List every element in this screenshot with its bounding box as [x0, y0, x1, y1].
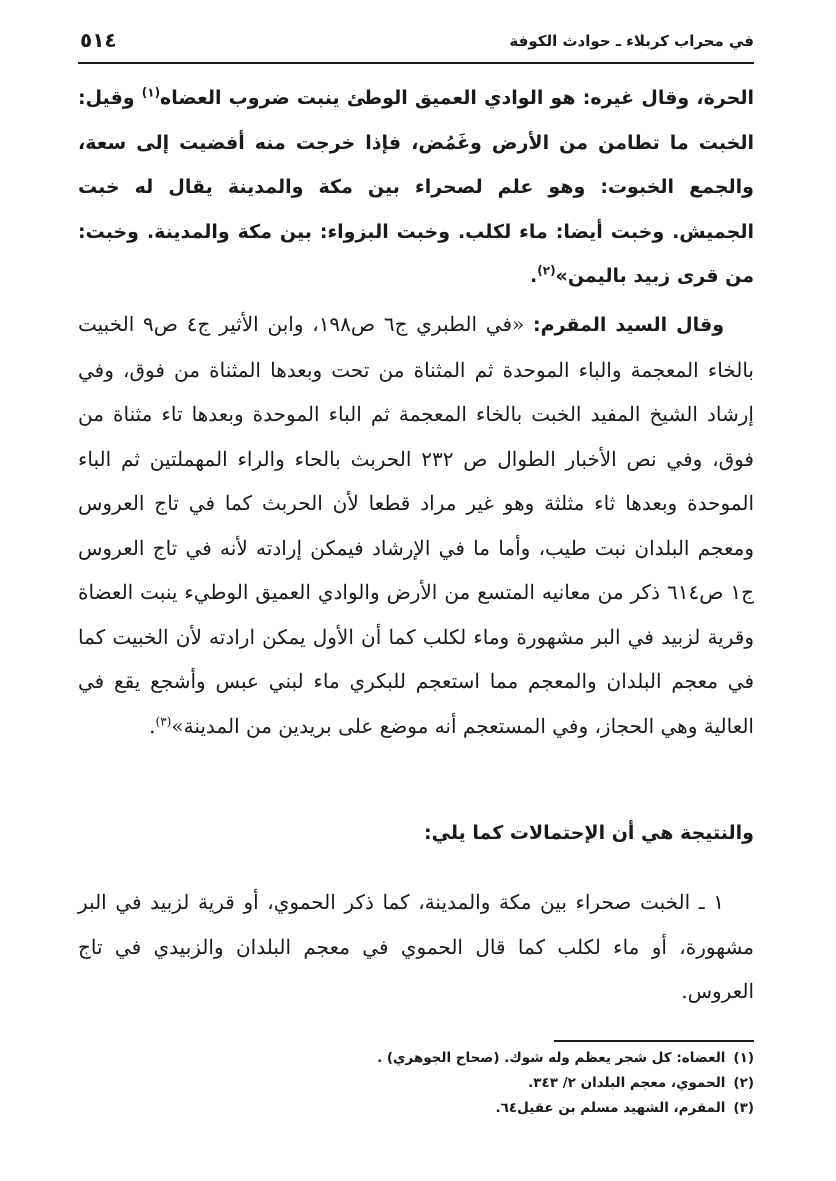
paragraph-2-end: .: [149, 713, 156, 738]
paragraph-1-end: .: [530, 265, 538, 287]
footnote-number: (٣): [733, 1100, 754, 1116]
footnote-text: العضاه: كل شجر يعظم وله شوك. (صحاح الجوهري) .: [377, 1050, 726, 1066]
footnote-ref-2: (٢): [537, 263, 556, 278]
footnote: [78, 1046, 754, 1071]
section-heading: والنتيجة هي أن الإحتمالات كما يلي:: [424, 822, 754, 844]
footnote-text: الحموي، معجم البلدان ٢/ ٣٤٣.: [528, 1075, 726, 1091]
footnote-ref-1: (١): [141, 85, 161, 100]
paragraph-3: [78, 880, 754, 1014]
footnote-number: (٢): [733, 1075, 754, 1091]
paragraph-2-lead: وقال السيد المقرم:: [533, 314, 725, 336]
footnote-divider: [554, 1040, 754, 1042]
paragraph-1-text: الحرة، وقال غيره: هو الوادي العميق الوطئ ينبت ضروب العضاه: [160, 87, 754, 109]
footnotes: [78, 1046, 754, 1121]
running-title: في محراب كربلاء ـ حوادث الكوفة: [509, 32, 754, 50]
page-number: ٥١٤: [80, 28, 117, 52]
footnote: [78, 1096, 754, 1121]
footnote: [78, 1071, 754, 1096]
page-header: [78, 28, 754, 64]
paragraph-2: [78, 302, 754, 748]
paragraph-1-text-2: وقيل: الخبت ما تطامن من الأرض وغَمُض، فإذا خرجت منه أفضيت إلى سعة، والجمع الخبوت: وهو علم لصحراء بين مكة والمدينة يقال له خبت الجميش. وخبت أيضا: ماء لكلب. وخبت البزواء: بين مكة والمدينة. وخبت: من قرى زبيد باليمن»: [78, 87, 754, 287]
paragraph-3-text: ١ ـ الخبت صحراء بين مكة والمدينة، كما ذكر الحموي، أو قرية لزبيد في البر مشهورة، أو ماء لكلب كما قال الحموي في معجم البلدان والزبيدي في تاج العروس.: [78, 890, 754, 1003]
paragraph-1: [78, 76, 754, 299]
paragraph-2-text: «في الطبري ج٦ ص١٩٨، وابن الأثير ج٤ ص٩ الخبيت بالخاء المعجمة والباء الموحدة ثم المثناة من تحت وبعدها المثناة من فوق، وفي إرشاد الشيخ المفيد الخبت بالخاء المعجمة ثم الباء الموحدة وبعدها تاء مثناة من فوق، وفي نص الأخبار الطوال ص ٢٣٢ الحربث بالحاء والراء المهملتين ثم الباء الموحدة وبعدها ثاء مثلثة وهو غير مراد قطعا لأن الحربث كما في تاج العروس ومعجم البلدان نبت طيب، وأما ما في الإرشاد فيمكن إرادته لأنه في تاج العروس ج١ ص٦١٤ ذكر من معانيه المتسع من الأرض والوادي العميق الوطيء ينبت العضاة وقرية لزبيد في البر مشهورة وماء لكلب كما أن الأول يمكن ارادته لأن الخبيت كما في معجم البلدان والمعجم مما استعجم للبكري ماء لبني عبس وأشجع يقع في العالية وهي الحجاز، وفي المستعجم أنه موضع على بريدين من المدينة»: [78, 312, 754, 738]
footnote-ref-3: (٣): [155, 713, 172, 728]
footnote-text: المقرم، الشهيد مسلم بن عقيل٦٤.: [495, 1100, 726, 1116]
footnote-number: (١): [733, 1050, 754, 1066]
